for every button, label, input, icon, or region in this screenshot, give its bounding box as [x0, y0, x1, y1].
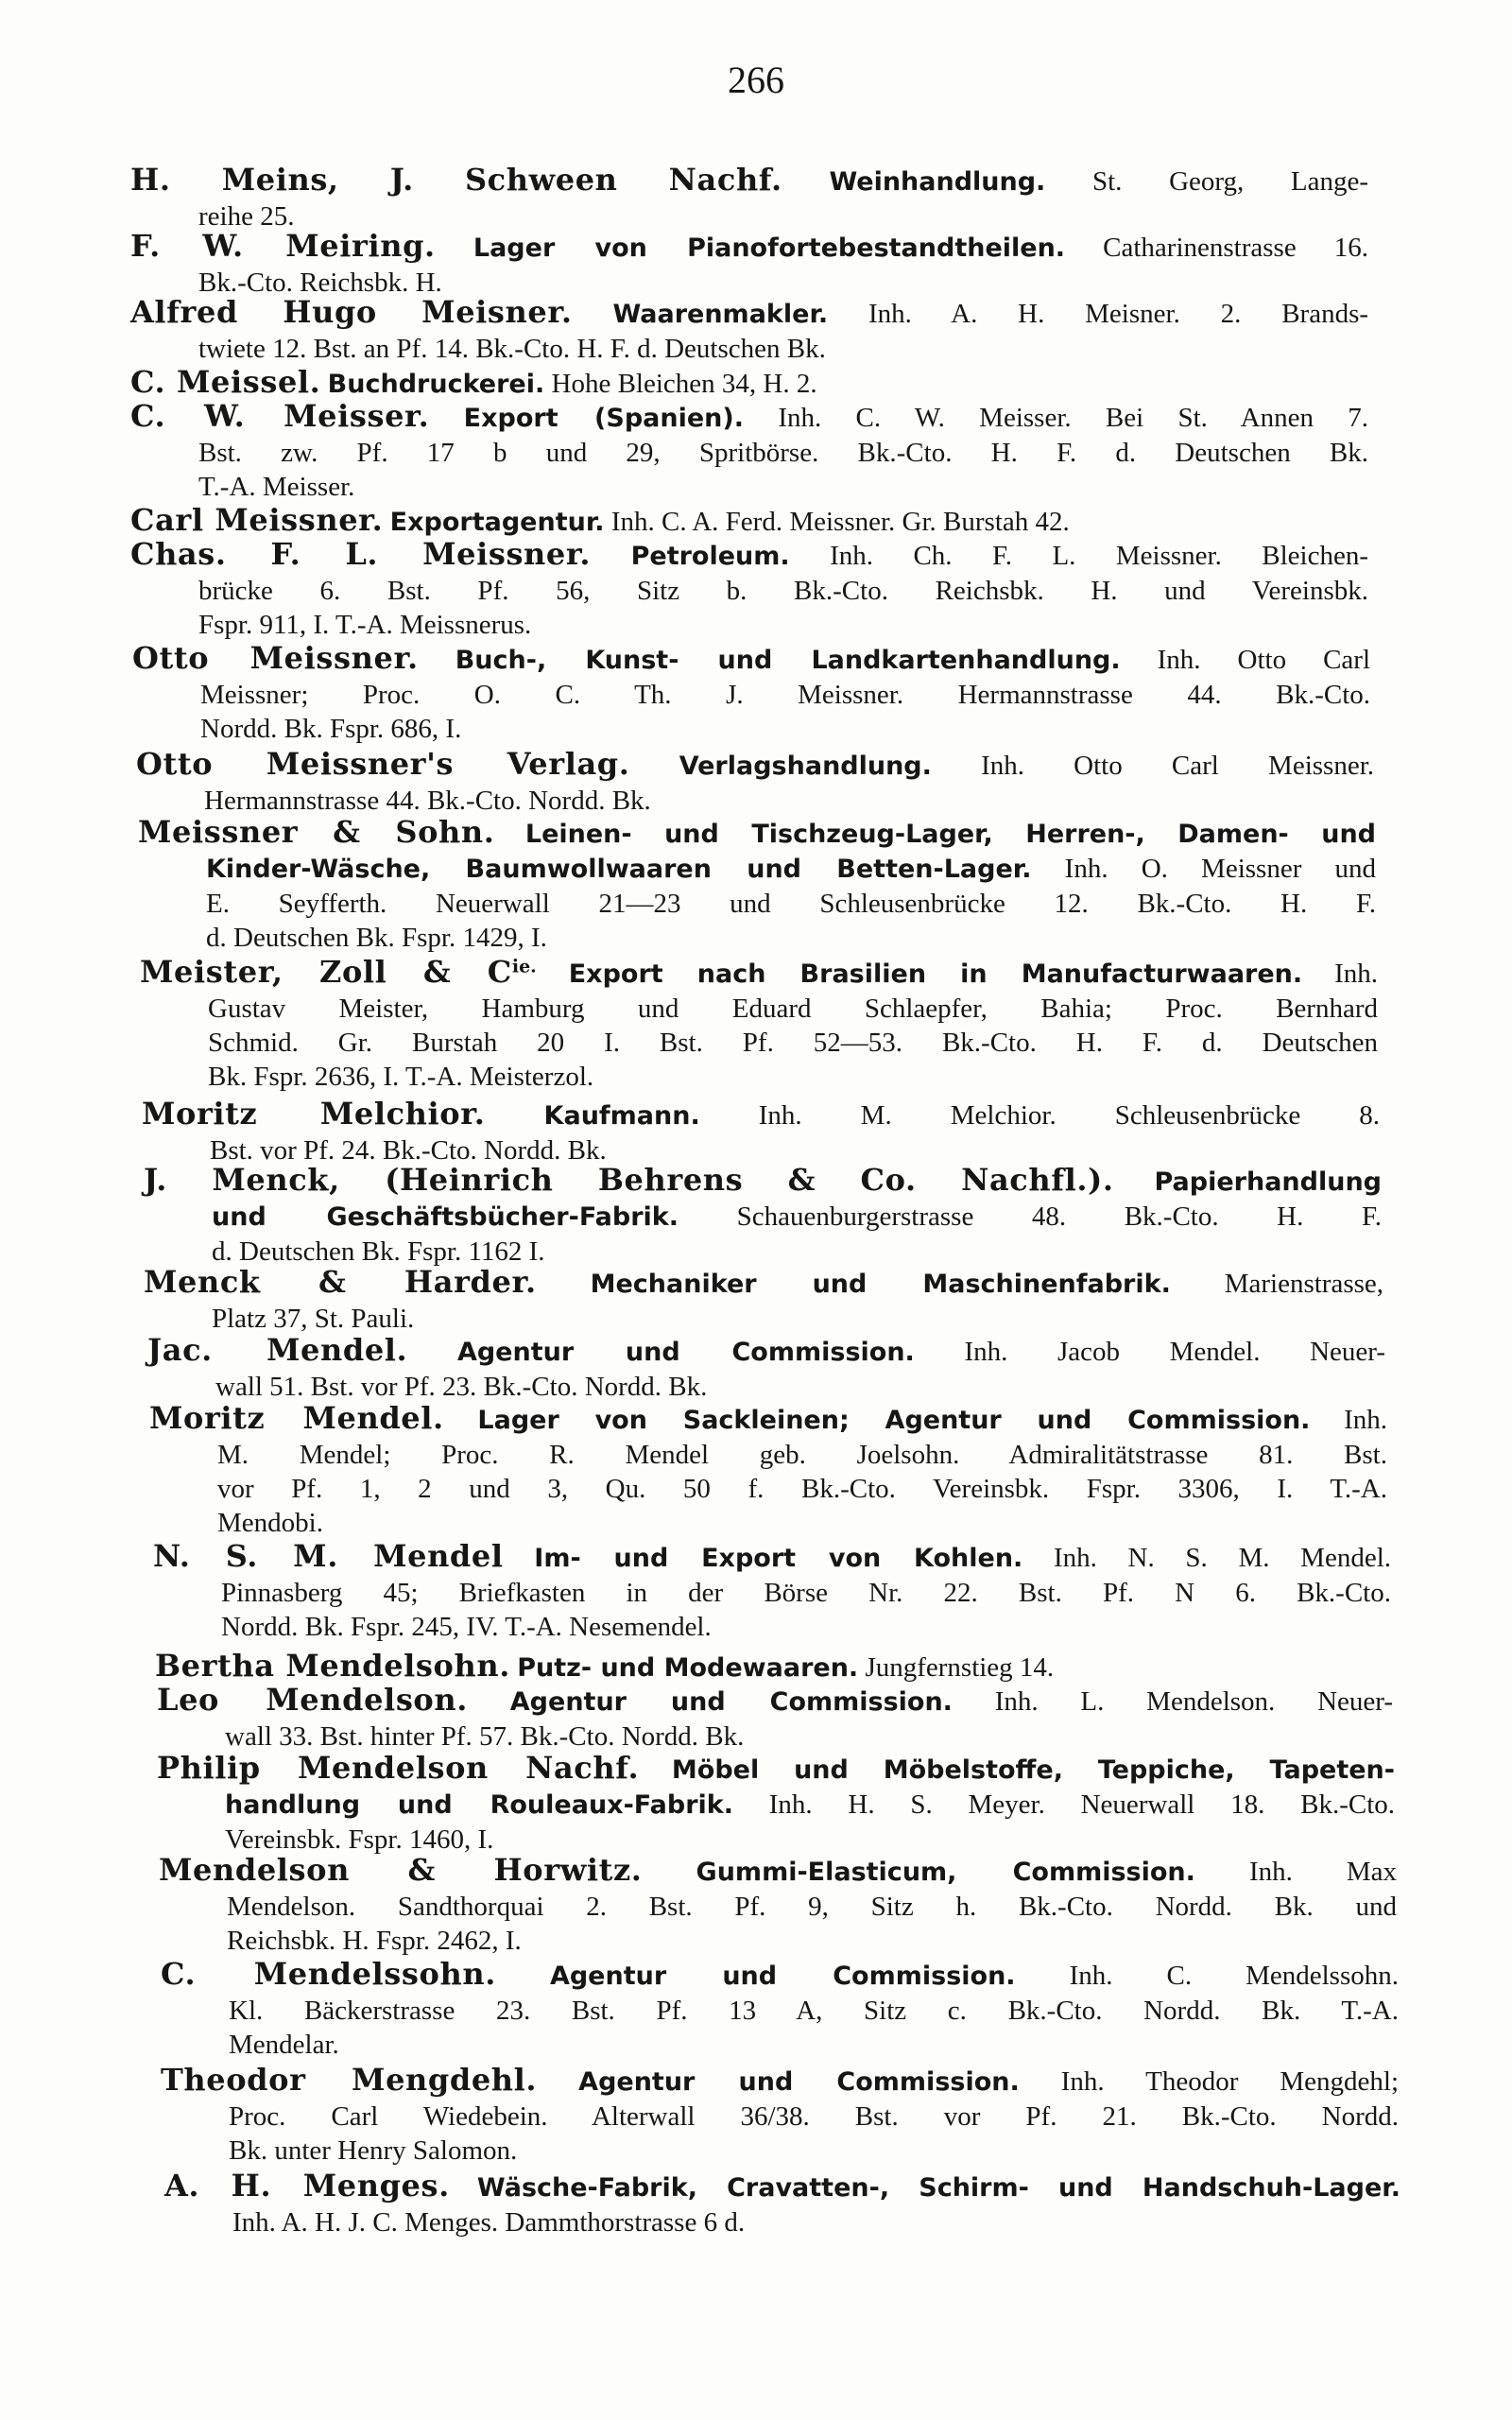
business-type: Agentur und Commission. [578, 2067, 1020, 2097]
entry-details: Mendelar. [229, 2030, 339, 2060]
firm-name: A. H. Menges. [164, 2168, 450, 2204]
directory-entry [153, 1539, 1391, 1644]
entry-continuation-line [140, 1026, 1378, 1060]
entry-details: reihe 25. [198, 201, 295, 232]
entry-head-line [130, 537, 1368, 574]
firm-name: Leo Mendelson. [157, 1682, 468, 1718]
entry-details: Schauenburgerstrasse 48. Bk.-Cto. H. F. [736, 1201, 1383, 1232]
entry-head-line [157, 1683, 1393, 1720]
business-type: Möbel und Möbelstoffe, Teppiche, Tapeten- [671, 1755, 1395, 1785]
firm-name: C. Meissel. [130, 364, 321, 400]
entry-head-line [130, 399, 1368, 436]
entry-continuation-line [157, 1720, 1393, 1754]
entry-details: Inh. A. H. Meisner. 2. Brands- [868, 299, 1369, 329]
entry-details: Bst. vor Pf. 24. Bk.-Cto. Nordd. Bk. [210, 1135, 607, 1166]
entry-details: brücke 6. Bst. Pf. 56, Sitz b. Bk.-Cto. Reichsbk. H. und Vereinsbk. [198, 576, 1368, 606]
entry-details: Inh. Max [1248, 1857, 1398, 1887]
entry-head-line [130, 295, 1368, 332]
directory-entry [164, 2169, 1400, 2239]
directory-entry [155, 1649, 1391, 1685]
entry-details: Catharinenstrasse 16. [1103, 233, 1369, 263]
entry-details: Inh. Otto Carl [1157, 645, 1371, 675]
entry-continuation-line [147, 1370, 1385, 1404]
entry-continuation-line [153, 1610, 1391, 1644]
directory-entry [130, 295, 1368, 366]
entry-details: Meissner; Proc. O. C. Th. J. Meissner. Hermannstrasse 44. Bk.-Cto. [200, 680, 1370, 710]
business-type: Agentur und Commission. [456, 1338, 915, 1367]
business-type: Export nach Brasilien in Manufacturwaaren. [568, 959, 1303, 989]
entry-continuation-line [130, 608, 1368, 642]
business-type: Lager von Pianofortebestandtheilen. [472, 233, 1066, 263]
firm-name: Alfred Hugo Meisner. [130, 294, 573, 330]
entry-continuation-line [153, 1576, 1391, 1610]
entry-details: Inh. H. S. Meyer. Neuerwall 18. Bk.-Cto. [768, 1789, 1395, 1820]
entry-details: Inh. C. W. Meisser. Bei St. Annen 7. [778, 403, 1369, 433]
entry-details: Platz 37, St. Pauli. [212, 1304, 415, 1334]
entry-head-line [164, 2169, 1400, 2205]
entry-details: Hohe Bleichen 34, H. 2. [551, 369, 817, 399]
directory-entry [130, 503, 1368, 540]
directory-entry [157, 1751, 1395, 1857]
entry-details: St. Georg, Lange- [1091, 166, 1369, 197]
entry-details: Reichsbk. H. Fspr. 2462, I. [227, 1926, 522, 1956]
entry-head-line [140, 955, 1378, 992]
directory-entry [130, 163, 1368, 233]
entry-details: Inh. Otto Carl Meissner. [981, 751, 1375, 781]
business-type: Verlagshandlung. [679, 752, 932, 781]
entry-details: Jungfernstieg 14. [865, 1652, 1055, 1683]
firm-name: Meissner & Sohn. [138, 814, 495, 850]
entry-details: Bk. Fspr. 2636, I. T.-A. Meisterzol. [208, 1062, 594, 1092]
entry-details: Inh. C. A. Ferd. Meissner. Gr. Burstah 42. [610, 507, 1070, 537]
entry-details: vor Pf. 1, 2 und 3, Qu. 50 f. Bk.-Cto. Vereinsbk. Fspr. 3306, I. T.-A. [217, 1474, 1387, 1504]
entry-details: Pinnasberg 45; Briefkasten in der Börse Nr. 22. Bst. Pf. N 6. Bk.-Cto. [221, 1578, 1391, 1608]
entry-details: wall 33. Bst. hinter Pf. 57. Bk.-Cto. Nordd. Bk. [225, 1721, 745, 1752]
entry-details: Bk.-Cto. Reichsbk. H. [198, 268, 442, 298]
firm-name: N. S. M. Mendel [153, 1538, 504, 1574]
directory-entry [130, 365, 1368, 402]
entry-details: Nordd. Bk. Fspr. 245, IV. T.-A. Nesemendel. [221, 1612, 712, 1642]
directory-entry [130, 229, 1368, 300]
entry-head-line [136, 747, 1374, 784]
entry-head-line [130, 229, 1368, 266]
entry-details: Schmid. Gr. Burstah 20 I. Bst. Pf. 52—53. Bk.-Cto. H. F. d. Deutschen [208, 1028, 1378, 1058]
firm-name: Mendelson & Horwitz. [159, 1852, 643, 1888]
business-type-continued: und Geschäftsbücher-Fabrik. [212, 1202, 679, 1232]
entry-details: Inh. [1344, 1405, 1387, 1435]
entry-details: Inh. Ch. F. L. Meissner. Bleichen- [830, 541, 1368, 571]
firm-name: Chas. F. L. Meissner. [130, 536, 592, 572]
business-type: Putz- und Modewaaren. [517, 1653, 859, 1683]
business-type: Buch-, Kunst- und Landkartenhandlung. [455, 646, 1121, 675]
entry-details: Marienstrasse, [1224, 1269, 1384, 1299]
directory-entry [157, 1683, 1393, 1754]
business-type: Kaufmann. [543, 1101, 700, 1131]
directory-entry [130, 537, 1368, 642]
firm-name: Bertha Mendelsohn. [155, 1648, 510, 1684]
entry-continuation-line [140, 1060, 1378, 1094]
entry-continuation-line [130, 332, 1368, 366]
entry-details: Mendobi. [217, 1508, 323, 1538]
entry-head-line [144, 1163, 1382, 1200]
directory-entry [132, 641, 1370, 746]
entry-details: Inh. O. Meissner und [1064, 854, 1376, 884]
business-type: Mechaniker und Maschinenfabrik. [590, 1270, 1171, 1299]
entry-continuation-line [161, 2134, 1399, 2168]
entry-head-line [157, 1751, 1395, 1788]
entry-details: Inh. C. Mendelssohn. [1069, 1961, 1400, 1991]
directory-entry [161, 1957, 1399, 2062]
firm-name: Otto Meissner's Verlag. [136, 746, 630, 782]
entry-continuation-line [159, 1890, 1397, 1924]
directory-entry [161, 2063, 1399, 2168]
entry-continuation-line [149, 1472, 1387, 1506]
business-type-continued: handlung und Rouleaux-Fabrik. [225, 1790, 733, 1820]
entry-continuation-line [149, 1438, 1387, 1472]
entry-continuation-line [138, 887, 1376, 921]
firm-name: Moritz Melchior. [142, 1096, 486, 1132]
entry-continuation-line [149, 1506, 1387, 1540]
business-type-continued: Kinder-Wäsche, Baumwollwaaren und Betten-Lager. [206, 855, 1032, 884]
entry-details: Inh. A. H. J. C. Menges. Dammthorstrasse 6 d. [232, 2207, 746, 2238]
entry-details: Inh. Jacob Mendel. Neuer- [964, 1337, 1386, 1367]
firm-name: Moritz Mendel. [149, 1400, 444, 1436]
entry-head-line [147, 1333, 1385, 1370]
entry-details: d. Deutschen Bk. Fspr. 1429, I. [206, 923, 547, 953]
entry-details: Vereinsbk. Fspr. 1460, I. [225, 1824, 494, 1855]
entry-continuation-line [138, 852, 1376, 887]
entry-head-line [130, 365, 1368, 402]
entry-continuation-line [130, 436, 1368, 470]
directory-entry [138, 815, 1376, 955]
business-type: Im- und Export von Kohlen. [534, 1544, 1023, 1573]
firm-name: Philip Mendelson Nachf. [157, 1750, 640, 1786]
entry-head-line [138, 815, 1376, 852]
entry-details: Inh. N. S. M. Mendel. [1053, 1543, 1391, 1573]
entry-head-line [144, 1265, 1383, 1302]
business-type: Buchdruckerei. [327, 370, 545, 399]
firm-name: J. Menck, (Heinrich Behrens & Co. Nachfl.). [144, 1162, 1114, 1198]
entry-continuation-line [161, 2028, 1399, 2062]
entry-details: Bk. unter Henry Salomon. [229, 2135, 518, 2166]
business-type: Lager von Sackleinen; Agentur und Commission. [477, 1406, 1311, 1435]
firm-name: Jac. Mendel. [147, 1332, 408, 1368]
entry-details: Inh. Theodor Mengdehl; [1060, 2066, 1400, 2097]
business-type: Gummi-Elasticum, Commission. [696, 1858, 1195, 1887]
entry-continuation-line [136, 784, 1374, 818]
entry-continuation-line [132, 712, 1370, 746]
entry-details: T.-A. Meisser. [198, 472, 355, 502]
entry-details: E. Seyfferth. Neuerwall 21—23 und Schleusenbrücke 12. Bk.-Cto. H. F. [206, 889, 1376, 919]
entry-details: Inh. [1334, 959, 1379, 989]
entry-head-line [159, 1853, 1397, 1890]
business-type: Agentur und Commission. [509, 1687, 953, 1717]
firm-name: H. Meins, J. Schween Nachf. [130, 162, 782, 198]
entry-head-line [153, 1539, 1391, 1576]
entry-head-line [130, 163, 1368, 199]
business-type: Export (Spanien). [463, 404, 744, 433]
entry-details: Bst. zw. Pf. 17 b und 29, Spritbörse. Bk.-Cto. H. F. d. Deutschen Bk. [198, 438, 1368, 468]
firm-name: Carl Meissner. [130, 502, 384, 538]
entry-details: Inh. L. Mendelson. Neuer- [994, 1686, 1394, 1717]
entry-continuation-line [144, 1200, 1382, 1235]
entry-continuation-line [132, 678, 1370, 712]
entry-head-line [132, 641, 1370, 678]
entry-details: Inh. M. Melchior. Schleusenbrücke 8. [758, 1100, 1380, 1131]
entry-head-line [155, 1649, 1391, 1685]
entry-head-line [161, 2063, 1399, 2100]
entry-details: Mendelson. Sandthorquai 2. Bst. Pf. 9, Sitz h. Bk.-Cto. Nordd. Bk. und [227, 1892, 1397, 1922]
entry-head-line [149, 1401, 1387, 1438]
directory-entry [144, 1163, 1382, 1269]
business-type: Waarenmakler. [612, 300, 829, 329]
business-type: Exportagentur. [389, 508, 605, 537]
firm-name: Meister, Zoll & C [140, 954, 512, 990]
firm-name: C. W. Meisser. [130, 398, 430, 434]
entry-continuation-line [164, 2205, 1400, 2239]
entry-continuation-line [130, 470, 1368, 504]
entry-continuation-line [130, 574, 1368, 608]
entry-continuation-line [157, 1788, 1395, 1823]
entry-details: Fspr. 911, I. T.-A. Meissnerus. [198, 610, 532, 640]
business-type: Agentur und Commission. [549, 1962, 1016, 1991]
firm-name: Theodor Mengdehl. [161, 2062, 538, 2098]
firm-name-superscript: ie. [511, 956, 537, 977]
business-type: Papierhandlung [1154, 1167, 1382, 1197]
entry-head-line [142, 1097, 1380, 1133]
entry-details: Proc. Carl Wiedebein. Alterwall 36/38. Bst. vor Pf. 21. Bk.-Cto. Nordd. [229, 2101, 1399, 2132]
firm-name: C. Mendelssohn. [161, 1956, 496, 1992]
entry-details: wall 51. Bst. vor Pf. 23. Bk.-Cto. Nordd. Bk. [215, 1372, 708, 1402]
entry-details: M. Mendel; Proc. R. Mendel geb. Joelsohn. Admiralitätstrasse 81. Bst. [217, 1440, 1387, 1470]
entry-continuation-line [138, 921, 1376, 955]
entry-details: twiete 12. Bst. an Pf. 14. Bk.-Cto. H. F. d. Deutschen Bk. [198, 334, 826, 364]
directory-entry [130, 399, 1368, 504]
directory-entry [144, 1265, 1383, 1336]
entry-continuation-line [161, 2100, 1399, 2134]
entry-continuation-line [140, 992, 1378, 1026]
entry-continuation-line [159, 1924, 1397, 1958]
entry-details: Nordd. Bk. Fspr. 686, I. [200, 714, 462, 744]
firm-name: F. W. Meiring. [130, 228, 436, 264]
directory-entry [136, 747, 1374, 818]
entry-head-line [161, 1957, 1399, 1994]
entry-details: Hermannstrasse 44. Bk.-Cto. Nordd. Bk. [204, 786, 651, 816]
entry-details: d. Deutschen Bk. Fspr. 1162 I. [212, 1236, 545, 1267]
directory-entry [140, 955, 1378, 1094]
entry-details: Gustav Meister, Hamburg und Eduard Schlaepfer, Bahia; Proc. Bernhard [208, 994, 1378, 1024]
directory-entry [142, 1097, 1380, 1167]
directory-entry [149, 1401, 1387, 1540]
business-type: Petroleum. [630, 542, 790, 571]
business-type: Weinhandlung. [829, 167, 1046, 197]
firm-name: Otto Meissner. [132, 640, 419, 676]
entry-continuation-line [161, 1994, 1399, 2028]
entry-head-line [130, 503, 1368, 540]
business-type: Leinen- und Tischzeug-Lager, Herren-, Damen- und [524, 820, 1377, 849]
page-number: 266 [728, 59, 784, 101]
entry-continuation-line [144, 1302, 1383, 1336]
business-type: Wäsche-Fabrik, Cravatten-, Schirm- und Handschuh-Lager. [476, 2173, 1401, 2203]
firm-name: Menck & Harder. [144, 1264, 537, 1300]
directory-entry [147, 1333, 1385, 1404]
directory-entry [159, 1853, 1397, 1958]
entry-details: Kl. Bäckerstrasse 23. Bst. Pf. 13 A, Sitz c. Bk.-Cto. Nordd. Bk. T.-A. [229, 1996, 1399, 2026]
